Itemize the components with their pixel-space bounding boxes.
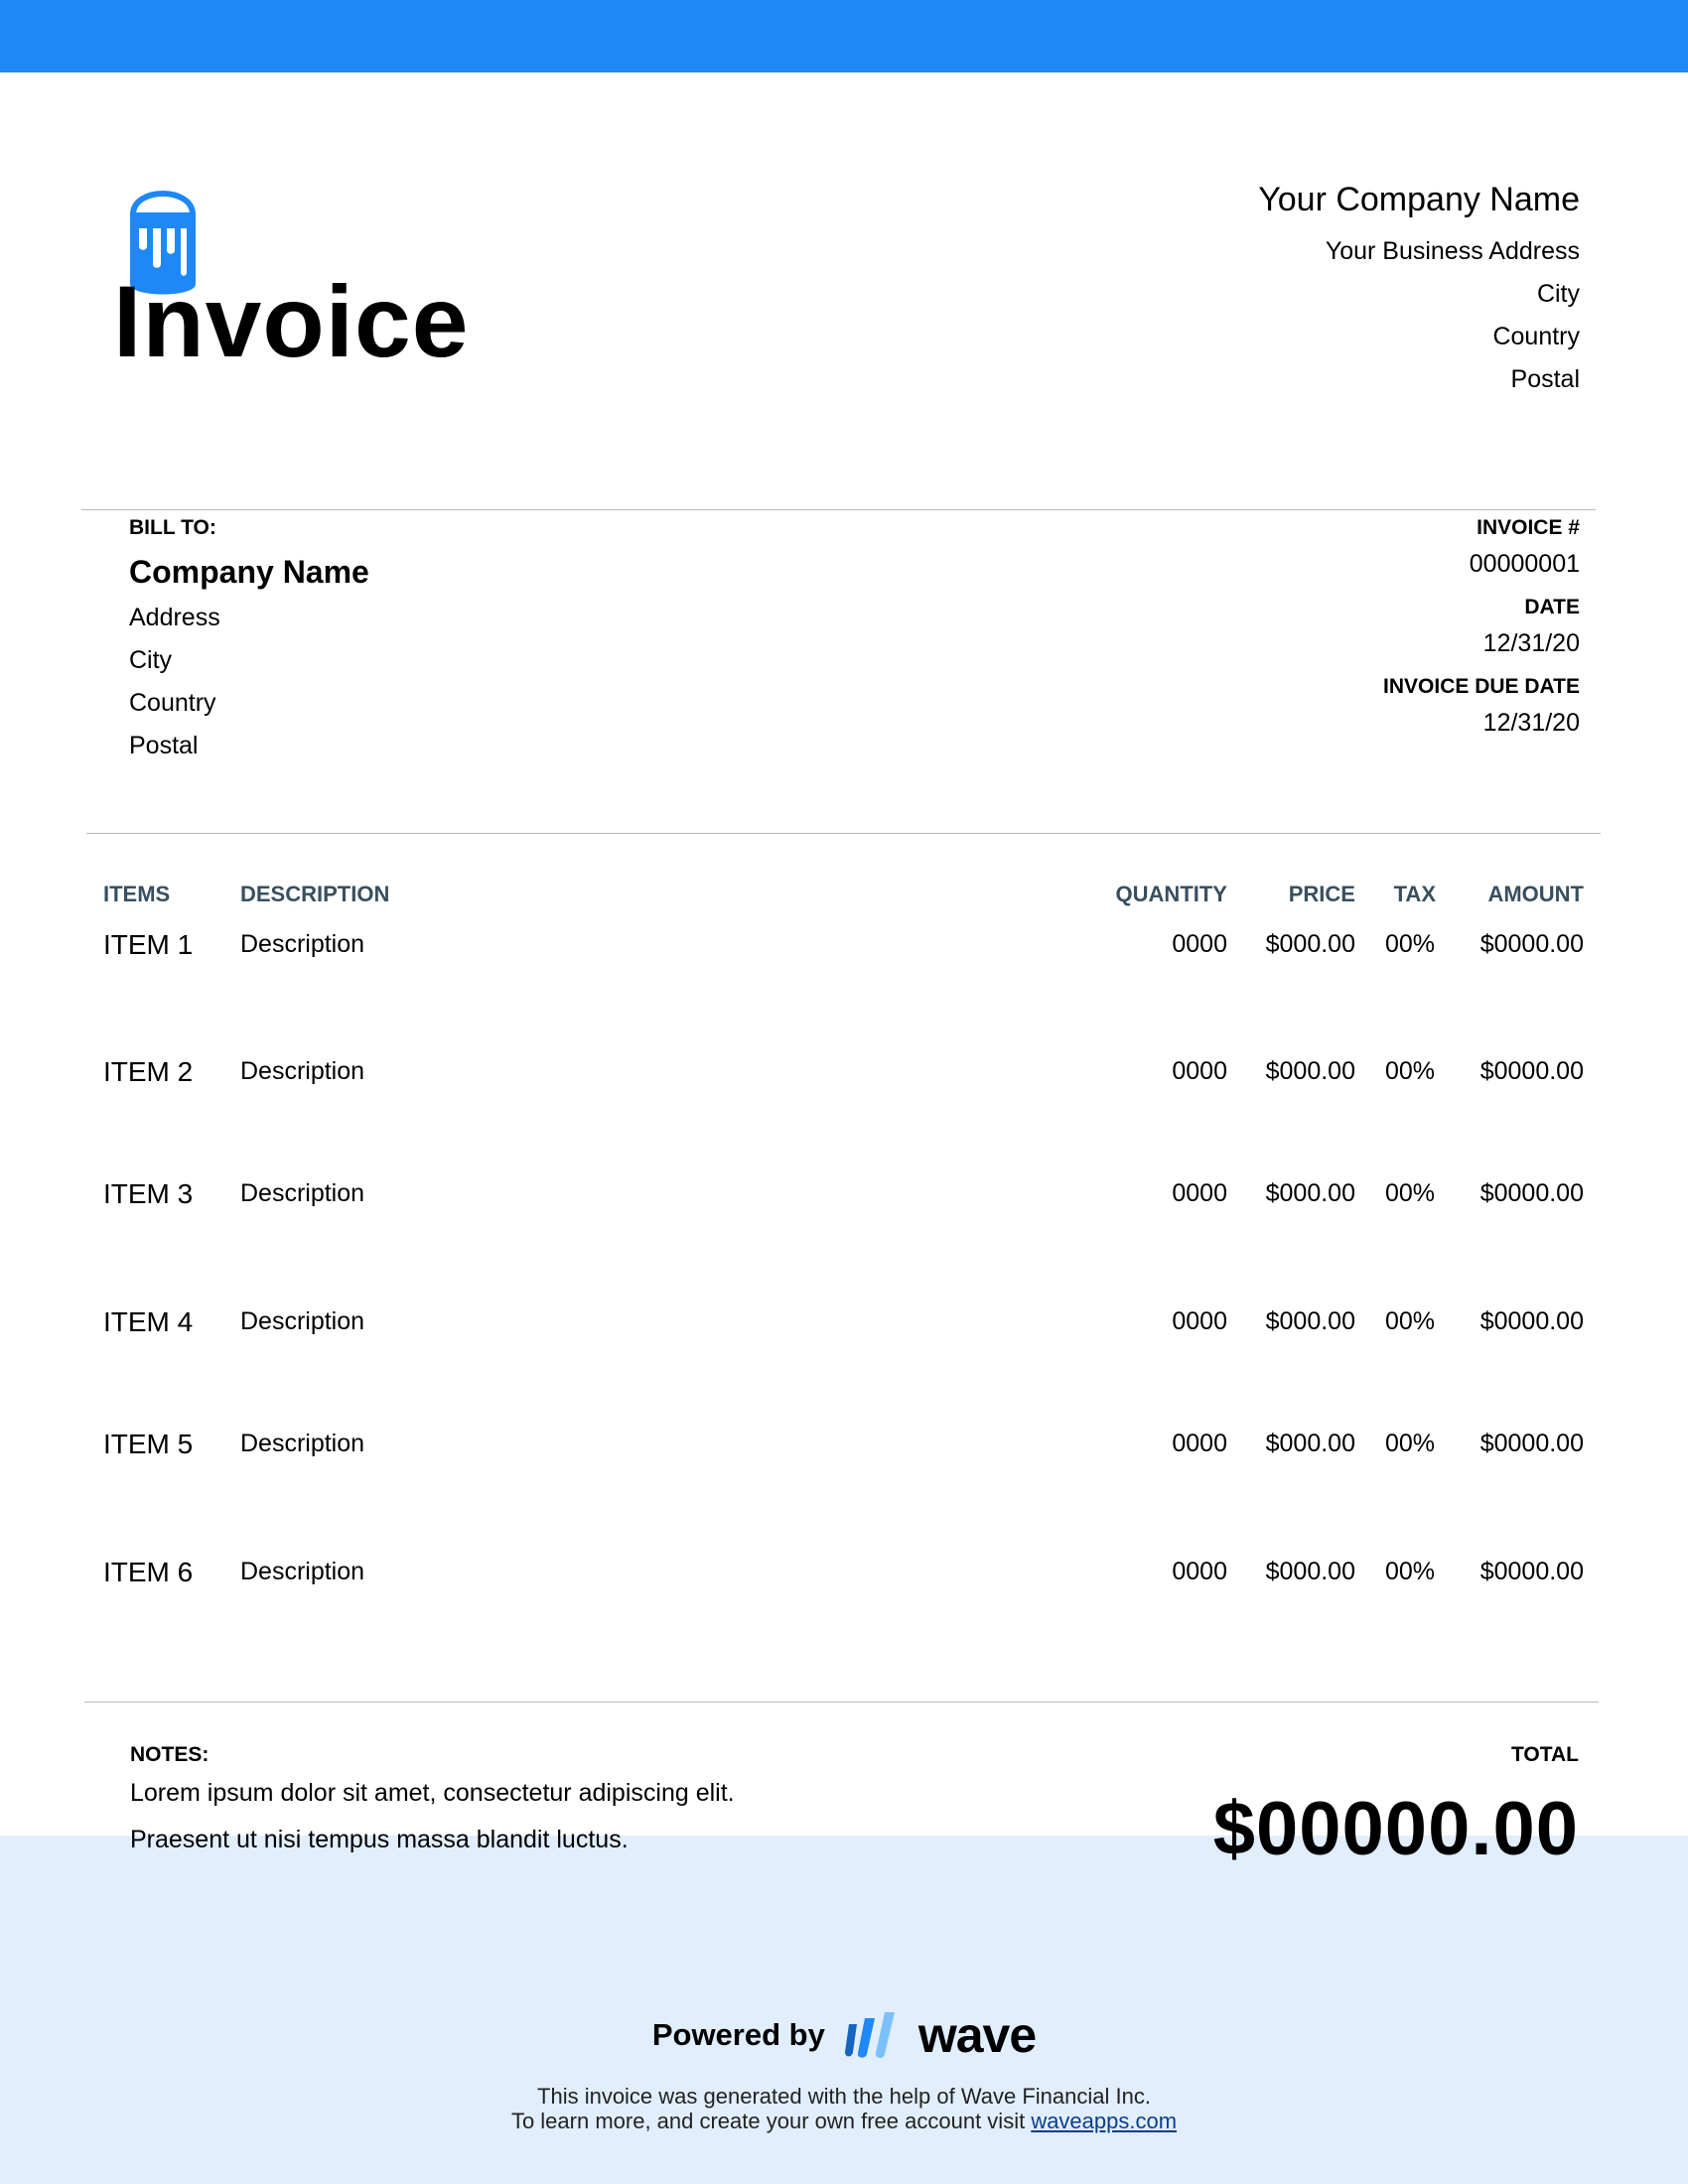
col-header-price: PRICE bbox=[1288, 882, 1355, 906]
bill-to-address: Address bbox=[129, 604, 220, 631]
invoice-meta bbox=[1383, 515, 1580, 753]
notes-label: NOTES: bbox=[130, 1743, 210, 1766]
waveapps-link[interactable]: waveapps.com bbox=[1031, 2109, 1178, 2133]
sender-city: City bbox=[1536, 280, 1580, 308]
bill-to-block bbox=[129, 515, 369, 767]
item-quantity: 0000 bbox=[1172, 1430, 1227, 1457]
footer-credit bbox=[0, 2084, 1688, 2133]
due-date: 12/31/20 bbox=[1482, 709, 1580, 737]
item-price: $000.00 bbox=[1265, 930, 1355, 958]
notes-line-1: Lorem ipsum dolor sit amet, consectetur adipiscing elit. bbox=[130, 1779, 735, 1807]
invoice-number-label: INVOICE # bbox=[1477, 516, 1580, 539]
item-tax: 00% bbox=[1384, 1430, 1435, 1457]
item-description: Description bbox=[240, 1057, 365, 1085]
document-title: Invoice bbox=[113, 265, 470, 378]
col-header-amount: AMOUNT bbox=[1487, 882, 1584, 906]
sender-country: Country bbox=[1492, 323, 1580, 350]
item-name: ITEM 2 bbox=[103, 1056, 194, 1087]
item-price: $000.00 bbox=[1265, 1057, 1355, 1085]
sender-company-name: Your Company Name bbox=[1258, 181, 1580, 218]
item-name: ITEM 4 bbox=[103, 1306, 194, 1337]
item-description: Description bbox=[240, 1558, 365, 1585]
total-amount: $00000.00 bbox=[1212, 1787, 1579, 1871]
item-amount: $0000.00 bbox=[1479, 1057, 1584, 1085]
notes-block bbox=[130, 1742, 735, 1861]
item-amount: $0000.00 bbox=[1479, 930, 1584, 958]
bill-to-postal: Postal bbox=[129, 732, 199, 759]
credit-line-2-text: To learn more, and create your own free account visit bbox=[510, 2109, 1032, 2133]
item-price: $000.00 bbox=[1265, 1179, 1355, 1207]
item-quantity: 0000 bbox=[1172, 1558, 1227, 1585]
bill-to-country: Country bbox=[129, 689, 216, 717]
top-accent-bar bbox=[0, 0, 1688, 72]
item-name: ITEM 5 bbox=[103, 1429, 194, 1459]
divider bbox=[81, 509, 1596, 510]
item-price: $000.00 bbox=[1265, 1307, 1355, 1335]
powered-by bbox=[0, 2006, 1688, 2064]
item-description: Description bbox=[240, 930, 365, 958]
item-description: Description bbox=[240, 1307, 365, 1335]
bill-to-company: Company Name bbox=[129, 554, 369, 590]
date-label: DATE bbox=[1524, 596, 1580, 618]
sender-address: Your Business Address bbox=[1325, 237, 1580, 265]
due-date-label: INVOICE DUE DATE bbox=[1383, 675, 1580, 698]
sender-block bbox=[1258, 177, 1580, 401]
col-header-description: DESCRIPTION bbox=[240, 882, 390, 906]
sender-postal: Postal bbox=[1510, 365, 1580, 393]
invoice-date: 12/31/20 bbox=[1482, 629, 1580, 657]
item-quantity: 0000 bbox=[1172, 1307, 1227, 1335]
item-description: Description bbox=[240, 1430, 365, 1457]
item-price: $000.00 bbox=[1265, 1430, 1355, 1457]
col-header-tax: TAX bbox=[1393, 882, 1436, 906]
bill-to-label: BILL TO: bbox=[129, 516, 216, 539]
col-header-items: ITEMS bbox=[103, 882, 171, 906]
item-tax: 00% bbox=[1384, 1558, 1435, 1585]
item-name: ITEM 1 bbox=[103, 929, 194, 960]
col-header-quantity: QUANTITY bbox=[1115, 882, 1227, 906]
item-name: ITEM 6 bbox=[103, 1557, 194, 1587]
item-tax: 00% bbox=[1384, 1179, 1435, 1207]
wave-brand-name: wave bbox=[917, 2007, 1037, 2063]
item-quantity: 0000 bbox=[1172, 1057, 1227, 1085]
credit-line-2 bbox=[0, 2109, 1688, 2133]
item-quantity: 0000 bbox=[1172, 930, 1227, 958]
item-name: ITEM 3 bbox=[103, 1178, 194, 1209]
divider bbox=[84, 1702, 1599, 1703]
item-tax: 00% bbox=[1384, 1307, 1435, 1335]
item-tax: 00% bbox=[1384, 930, 1435, 958]
item-description: Description bbox=[240, 1179, 365, 1207]
wave-logo-icon bbox=[843, 2010, 901, 2060]
item-amount: $0000.00 bbox=[1479, 1558, 1584, 1585]
bill-to-city: City bbox=[129, 646, 173, 674]
item-amount: $0000.00 bbox=[1479, 1179, 1584, 1207]
powered-by-label: Powered by bbox=[651, 2017, 825, 2052]
invoice-number: 00000001 bbox=[1469, 550, 1580, 578]
item-amount: $0000.00 bbox=[1479, 1307, 1584, 1335]
item-price: $000.00 bbox=[1265, 1558, 1355, 1585]
item-amount: $0000.00 bbox=[1479, 1430, 1584, 1457]
divider bbox=[86, 833, 1601, 834]
item-tax: 00% bbox=[1384, 1057, 1435, 1085]
total-label: TOTAL bbox=[1510, 1743, 1579, 1766]
item-quantity: 0000 bbox=[1172, 1179, 1227, 1207]
credit-line-1: This invoice was generated with the help of Wave Financial Inc. bbox=[537, 2084, 1151, 2109]
total-block bbox=[1213, 1742, 1579, 1871]
notes-line-2: Praesent ut nisi tempus massa blandit luctus. bbox=[130, 1826, 629, 1853]
